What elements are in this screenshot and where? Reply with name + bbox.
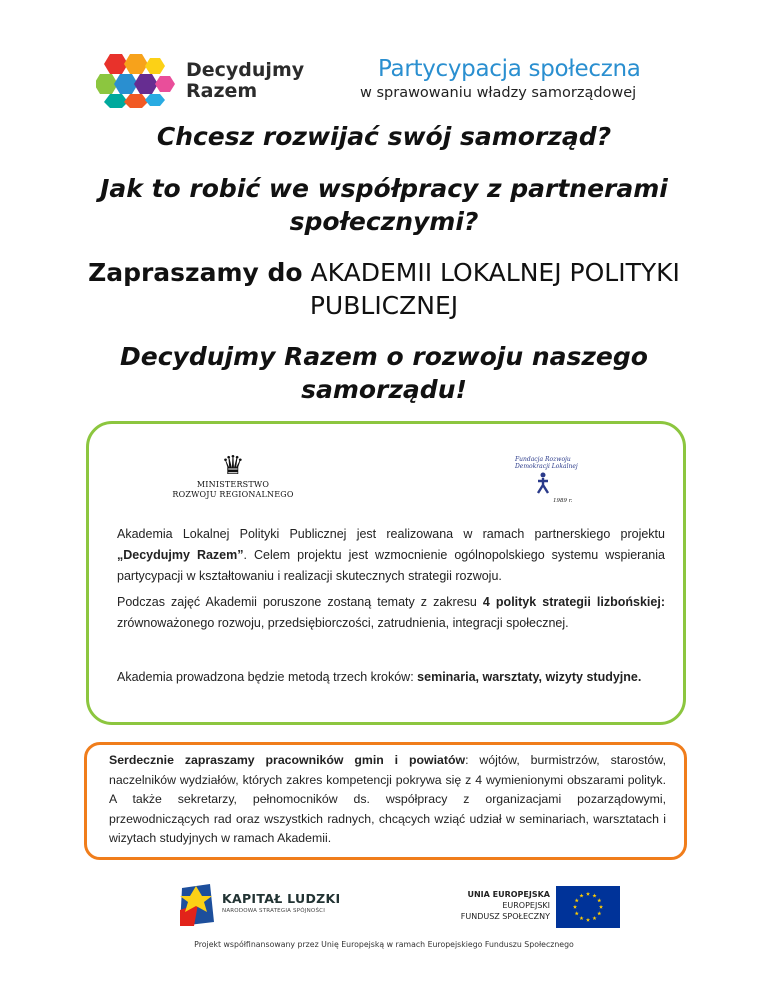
frdl-logo-line1: Fundacja Rozwoju [515,456,571,463]
invitation-box [84,742,687,860]
headline-invitation-strong: Zapraszamy do [88,258,303,287]
eu-logo [440,886,620,930]
topics-highlight: 4 polityk strategii lizbońskiej: [482,595,665,609]
partycypacja-title: Partycypacja społeczna [378,56,641,82]
ministry-logo-line2: ROZWOJU REGIONALNEGO [172,490,294,499]
ministry-logo-line1: MINISTERSTWO [196,480,270,489]
invitation-text: Serdecznie zapraszamy pracowników gmin i powiatów: wójtów, burmistrzów, starostów, naczelników wydziałów, których zakres kompetencji pokrywa się z 4 wymienionymi obszarami polityk. A także sekretarzy, pełnomocników ds. współpracy z organizacjami pozarządowymi, przewodniczących rad oraz wszystkich radnych, chcących wziąć udział w seminariach, warsztatach i wizytach studyjnych w ramach Akademii. [109,753,666,845]
logo-wordmark-line2: Razem [186,80,258,102]
headline-invitation [60,256,708,322]
kapital-ludzki-title: KAPITAŁ LUDZKI [222,891,341,906]
eu-logo-line3: FUNDUSZ SPOŁECZNY [460,912,550,921]
frdl-logo [515,456,585,506]
kapital-ludzki-logo [176,882,376,928]
footer-cofinancing-note: Projekt współfinansowany przez Unię Europejską w ramach Europejskiego Funduszu Społecznego [194,940,574,949]
hexagon-cluster-icon [96,52,180,108]
eu-logo-line2: EUROPEJSKI [502,901,550,910]
eu-logo-text [461,889,550,922]
method-description: Akademia prowadzona będzie metodą trzech kroków: seminaria, warsztaty, wizyty studyjne. [117,670,642,684]
logo-wordmark-line1: Decydujmy [186,59,305,81]
kapital-ludzki-subtitle: NARODOWA STRATEGIA SPÓJNOŚCI [222,908,326,914]
headline-invitation-rest: AKADEMII LOKALNEJ POLITYKI PUBLICZNEJ [309,258,680,320]
headline-slogan: Decydujmy Razem o rozwoju naszego samorządu! [120,342,648,404]
method-highlight: seminaria, warsztaty, wizyty studyjne. [417,670,642,684]
frdl-logo-year: 1989 r. [553,498,573,504]
project-name: „Decydujmy Razem” [117,548,244,562]
project-description: Akademia Lokalnej Polityki Publicznej jest realizowana w ramach partnerskiego projektu „Decydujmy Razem”. Celem projektu jest wzmocnienie ogólnopolskiego systemu wspierania partycypacji w kształtowaniu i realizacji skutecznych strategii rozwoju. [117,527,665,583]
ministry-logo [163,452,303,500]
eu-flag-icon [556,886,620,928]
partycypacja-heading [360,56,660,101]
eu-logo-line1: UNIA EUROPEJSKA [467,890,550,899]
topics-description: Podczas zajęć Akademii poruszone zostaną tematy z zakresu 4 polityk strategii lizbońskiej: zrównoważonego rozwoju, przedsiębiorczości, zatrudnienia, integracji społecznej. [117,595,665,630]
headline-question-2: Jak to robić we współpracy z partnerami społecznymi? [100,174,668,236]
partycypacja-subtitle: w sprawowaniu władzy samorządowej [360,85,637,101]
invitation-highlight: Serdecznie zapraszamy pracowników gmin i powiatów [109,753,466,767]
decydujmy-razem-logo [96,52,305,108]
walking-figure-icon [535,472,551,494]
logo-wordmark [186,60,304,102]
academy-info-box [86,421,686,725]
eagle-emblem-icon: ♛ [221,451,245,481]
frdl-logo-line2: Demokracji Lokalnej [515,463,578,470]
headline-question-1: Chcesz rozwijać swój samorząd? [156,122,612,151]
kapital-ludzki-emblem-icon [176,882,218,928]
